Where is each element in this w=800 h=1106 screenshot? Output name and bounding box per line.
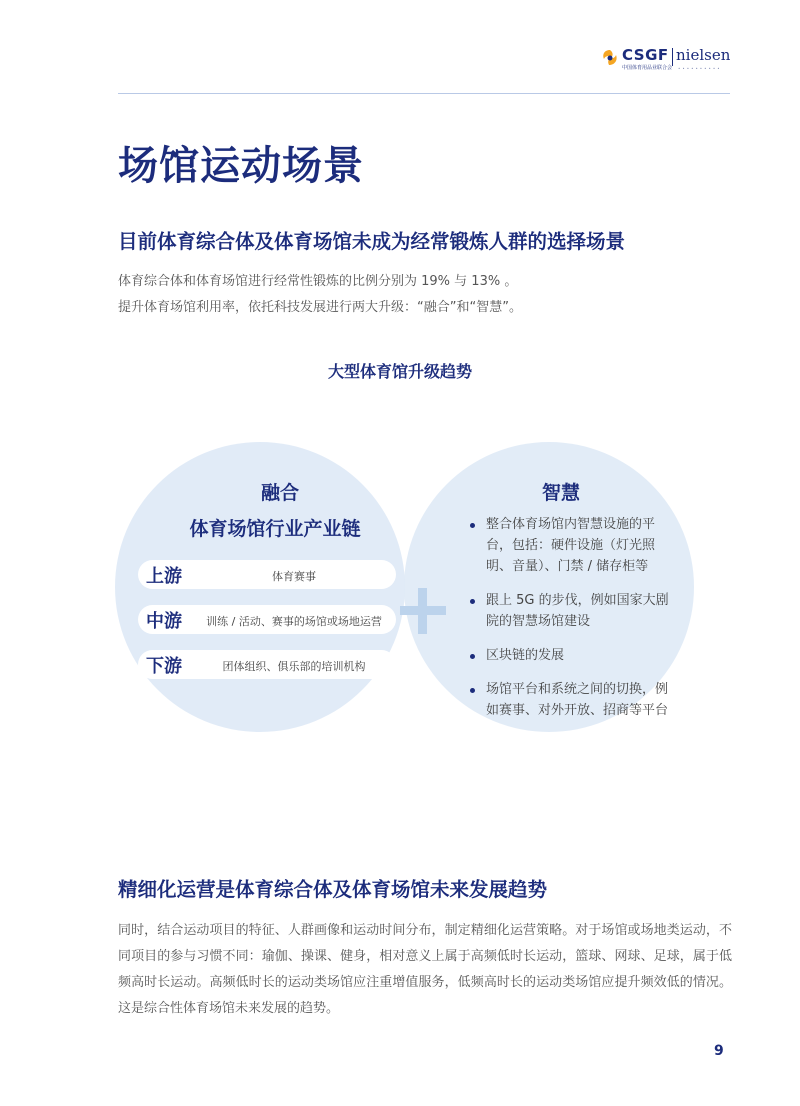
chain-row-label: 下游 xyxy=(146,656,182,677)
list-item xyxy=(470,590,680,632)
section1-para2: 提升体育场馆利用率，依托科技发展进行两大升级：“融合”和“智慧”。 xyxy=(118,300,522,315)
page-title: 场馆运动场景 xyxy=(118,143,364,189)
list-item xyxy=(470,679,680,721)
section2-body: 同时，结合运动项目的特征、人群画像和运动时间分布，制定精细化运营策略。对于场馆或场地类运动，不同项目的参与习惯不同：瑜伽、操课、健身，相对意义上属于高频低时长运动，篮球、网球、足球，属于低频高时长运动。高频低时长的运动类场馆应注重增值服务，低频高时长的运动类场馆应提升频效低的情况。这是综合性体育场馆未来发展的趋势。 xyxy=(118,923,732,1016)
csgf-logo-subtext: 中国体育用品业联合会 xyxy=(622,65,673,71)
bullet-dot-icon xyxy=(470,688,475,693)
chain-row-downstream xyxy=(138,650,396,679)
bullet-dot-icon xyxy=(470,523,475,528)
section2-heading: 精细化运营是体育综合体及体育场馆未来发展趋势 xyxy=(118,878,548,901)
right-circle-heading: 智慧 xyxy=(541,482,580,504)
chain-row-midstream xyxy=(138,605,396,634)
smart-bullet-list xyxy=(470,514,680,734)
logo-divider xyxy=(672,48,673,66)
chain-row-upstream xyxy=(138,560,396,589)
chain-row-text: 训练 / 活动、赛事的场馆或场地运营 xyxy=(206,615,382,628)
csgf-logo xyxy=(600,44,673,74)
nielsen-logo-dots: •••••••••• xyxy=(678,66,722,71)
header-logos xyxy=(600,44,732,74)
section1-para1: 体育综合体和体育场馆进行经常性锻炼的比例分别为 19% 与 13% 。 xyxy=(118,274,518,289)
bullet-dot-icon xyxy=(470,654,475,659)
diagram-title: 大型体育馆升级趋势 xyxy=(327,362,472,381)
section1-heading: 目前体育综合体及体育场馆未成为经常锻炼人群的选择场景 xyxy=(118,230,626,253)
chain-row-label: 中游 xyxy=(146,611,182,632)
chain-row-label: 上游 xyxy=(146,566,182,587)
nielsen-logo-text: nielsen xyxy=(676,46,731,64)
list-item xyxy=(470,514,680,577)
plus-icon xyxy=(400,588,446,634)
bullet-dot-icon xyxy=(470,599,475,604)
chain-row-text: 体育赛事 xyxy=(272,570,316,583)
left-circle-heading: 融合 xyxy=(260,482,299,504)
page-number: 9 xyxy=(714,1043,724,1059)
list-item xyxy=(470,645,680,666)
list-item-text: 区块链的发展 xyxy=(486,648,565,663)
list-item-text: 跟上 5G 的步伐，例如国家大剧院的智慧场馆建设 xyxy=(486,593,669,629)
left-circle-subheading: 体育场馆行业产业链 xyxy=(189,518,361,540)
list-item-text: 场馆平台和系统之间的切换，例如赛事、对外开放、招商等平台 xyxy=(486,682,669,718)
chain-row-text: 团体组织、俱乐部的培训机构 xyxy=(222,660,366,673)
header-rule xyxy=(118,93,730,94)
csgf-logo-text: CSGF xyxy=(622,46,669,64)
list-item-text: 整合体育场馆内智慧设施的平台，包括：硬件设施（灯光照明、音量）、门禁 / 储存柜等 xyxy=(486,517,656,574)
csgf-swirl-icon xyxy=(600,48,620,68)
